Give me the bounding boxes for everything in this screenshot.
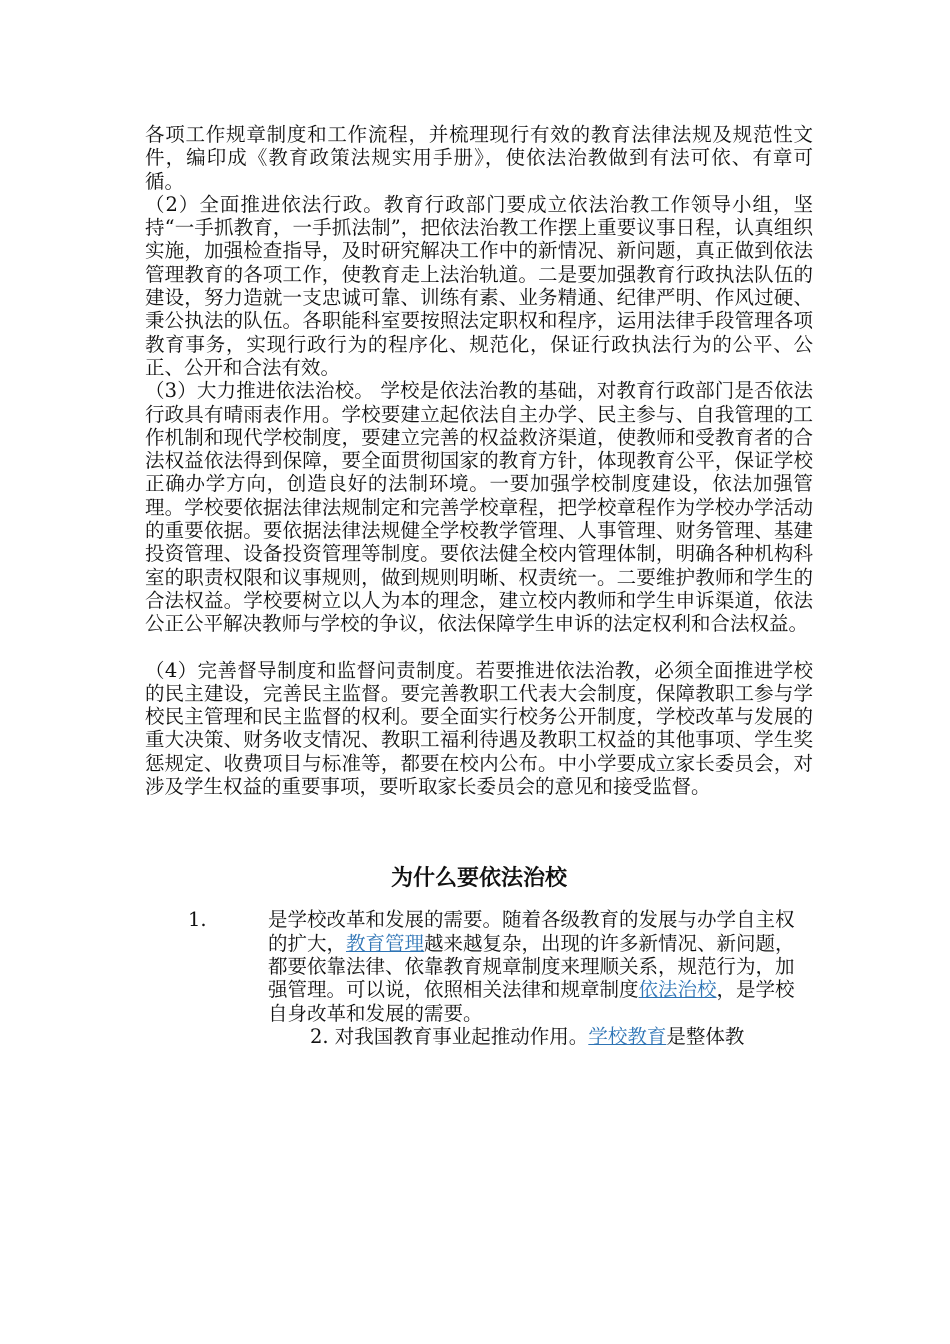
list-text: 2. 对我国教育事业起推动作用。 xyxy=(310,1024,589,1048)
list-item-1 xyxy=(145,908,813,1024)
list-number: 1. xyxy=(188,908,207,932)
section-title: 为什么要依法治校 xyxy=(390,866,567,892)
link-rule-by-law-school[interactable]: 依法治校 xyxy=(638,978,717,1002)
paragraph-item-3: （3）大力推进依法治校。 学校是依法治教的基础，对教育行政部门是否依法行政具有晴雨表作用。学校要建立起依法自主办学、民主参与、自我管理的工作机制和现代学校制度，要建立完善的权益救济渠道，使教师和受教育者的合法权益依法得到保障，要全面贯彻国家的教育方针，体现教育公平，保证学校正确办学方向，创造良好的法制环境。一要加强学校制度建设，依法加强管理。学校要依据法律法规制定和完善学校章程，把学校章程作为学校办学活动的重要依据。要依据法律法规健全学校教学管理、人事管理、财务管理、基建投资管理、设备投资管理等制度。要依法健全校内管理体制，明确各种机构科室的职责权限和议事规则，做到规则明晰、权责统一。二要维护教师和学生的合法权益。学校要树立以人为本的理念，建立校内教师和学生申诉渠道，依法公正公平解决教师与学校的争议，依法保障学生申诉的法定权利和合法权益。 xyxy=(145,379,813,636)
paragraph-item-2: （2）全面推进依法行政。教育行政部门要成立依法治教工作领导小组，坚持“一手抓教育，一手抓法制”，把依法治教工作摆上重要议事日程，认真组织实施，加强检查指导，及时研究解决工作中的新情况、新问题，真正做到依法管理教育的各项工作，使教育走上法治轨道。二是要加强教育行政执法队伍的建设，努力造就一支忠诚可靠、训练有素、业务精通、纪律严明、作风过硬、秉公执法的队伍。各职能科室要按照法定职权和程序，运用法律手段管理各项教育事务，实现行政行为的程序化、规范化，保证行政执法行为的公平、公正、公开和合法有效。 xyxy=(145,192,813,379)
paragraph-intro: 各项工作规章制度和工作流程，并梳理现行有效的教育法律法规及规范性文件，编印成《教育政策法规实用手册》，使依法治教做到有法可依、有章可循。 xyxy=(145,123,813,193)
paragraph-spacer xyxy=(145,636,813,659)
list-item-2 xyxy=(145,1025,813,1048)
list-text: ，是学校自身改革和发展的需要。 xyxy=(268,978,795,1025)
list-text: 是学校改革和发展的需要。随着各级教育的发展与办学自主权的扩大， xyxy=(268,908,795,955)
link-school-education[interactable]: 学校教育 xyxy=(588,1024,667,1048)
list-text: 是整体教 xyxy=(666,1024,745,1048)
paragraph-item-4: （4）完善督导制度和监督问责制度。若要推进依法治教，必须全面推进学校的民主建设，完善民主监督。要完善教职工代表大会制度，保障教职工参与学校民主管理和民主监督的权利。要全面实行校务公开制度，学校改革与发展的重大决策、财务收支情况、教职工福利待遇及教职工权益的其他事项、学生奖惩规定、收费项目与标准等，都要在校内公布。中小学要成立家长委员会，对涉及学生权益的重要事项，要听取家长委员会的意见和接受监督。 xyxy=(145,658,813,799)
link-education-management[interactable]: 教育管理 xyxy=(346,931,425,955)
list-text: 越来越复杂，出现的许多新情况、新问题，都要依靠法律、依靠教育规章制度来理顺关系，规范行为，加强管理。可以说，依照相关法律和规章制度 xyxy=(268,931,795,1002)
document-body xyxy=(145,123,813,1048)
